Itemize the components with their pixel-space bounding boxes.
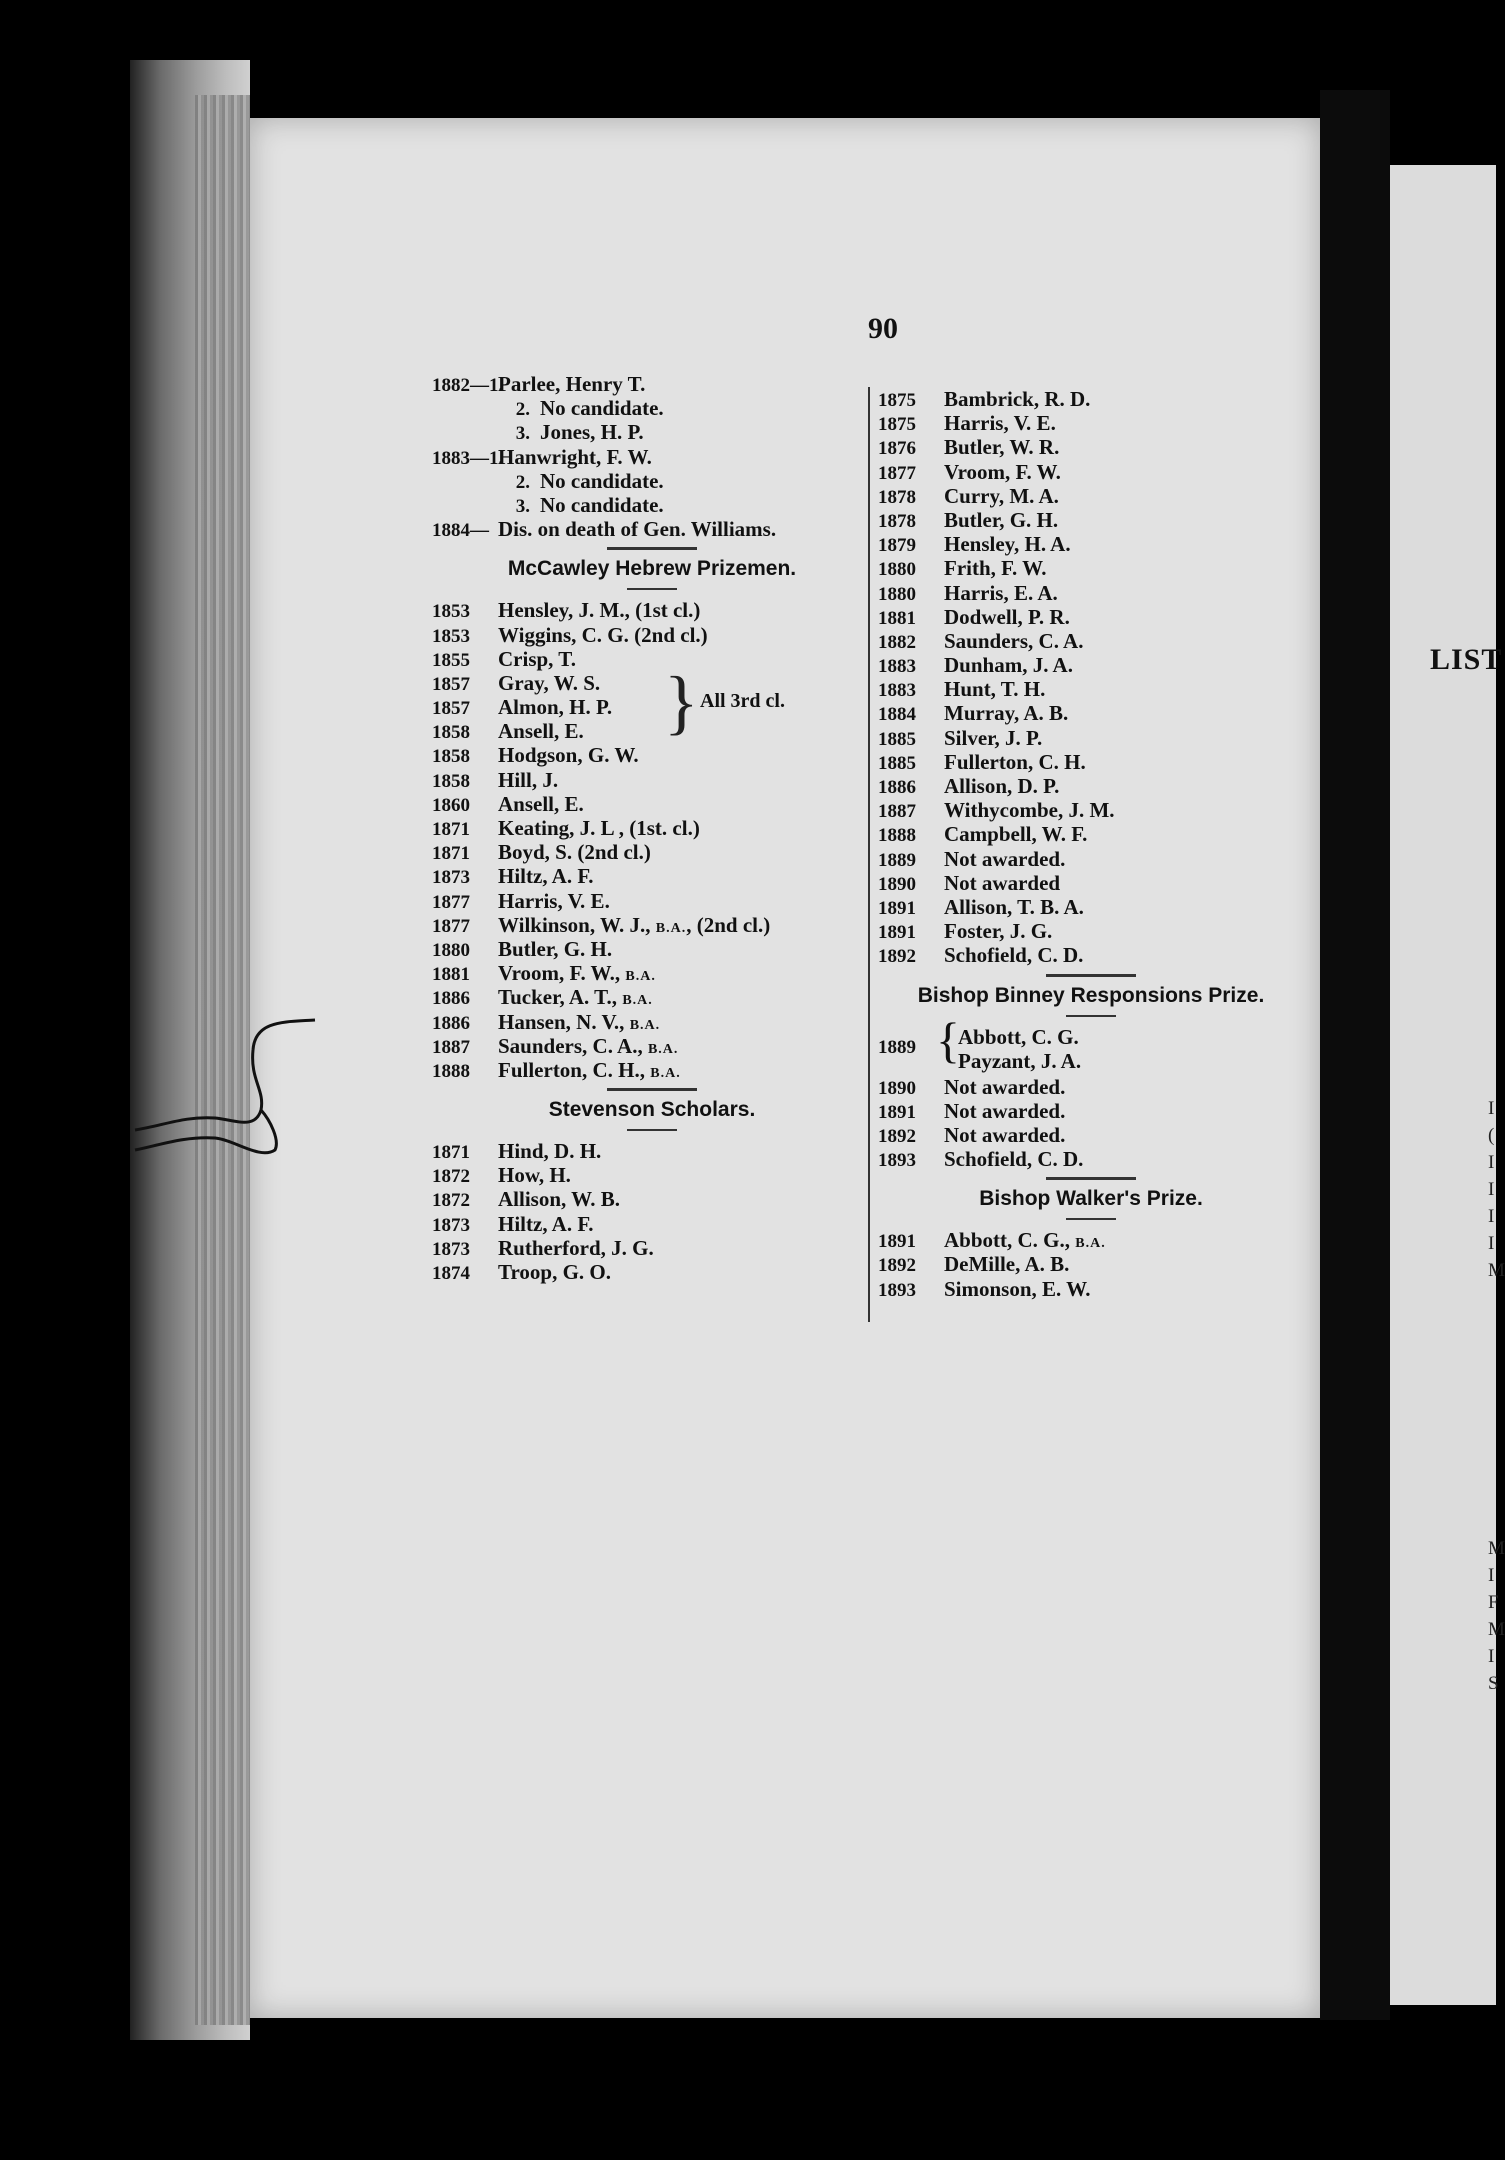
name: Jones, H. P. [540,420,644,445]
year: 3. [515,423,530,445]
year: 1878 [878,510,916,532]
name: Saunders, C. A., [498,1033,648,1058]
year: 1876 [878,438,916,460]
list-entry [432,889,872,913]
year: 1877 [432,915,470,937]
degree-suffix: B.A. [647,1041,679,1057]
year: 1890 [878,1077,916,1099]
list-entry [878,726,1316,750]
year: 1883 [878,680,916,702]
list-entry [878,556,1316,580]
year: 1886 [432,988,470,1010]
section-rule [1066,1015,1116,1017]
list-entry [878,581,1316,605]
name: Crisp, T. [498,646,576,671]
binney-1889-names [958,1025,1081,1073]
prize-list-top [432,372,872,541]
name: Fullerton, C. H. [944,749,1086,774]
year: 1892 [878,1255,916,1277]
year: 1885 [878,752,916,774]
left-column [432,372,872,1284]
year: 1878 [878,486,916,508]
year: 1879 [878,535,916,557]
name: Hiltz, A. F. [498,1211,594,1236]
year: 2. [515,399,530,421]
name: Almon, H. P. [498,695,613,720]
year: 1881 [432,964,470,986]
year: 1853 [432,625,470,647]
name: Keating, J. L , (1st. cl.) [498,816,700,840]
name: Not awarded. [944,1074,1066,1099]
name: Curry, M. A. [944,483,1059,508]
section-rule [1066,1218,1116,1220]
name: Hind, D. H. [498,1139,602,1164]
list-entry [878,508,1316,532]
year: 1887 [432,1036,470,1058]
year: 3. [515,495,530,517]
year: 1857 [432,673,470,695]
year: 1883—1. [432,447,504,469]
list-entry [878,653,1316,677]
list-entry [878,822,1316,846]
degree-suffix: B.A. [650,1065,681,1081]
walker-list [866,1228,1316,1301]
list-entry [878,1147,1316,1171]
year: 1893 [878,1279,916,1301]
name: Schofield, C. D. [944,1147,1084,1172]
list-entry [432,598,872,622]
list-entry [878,1099,1316,1123]
year: 1860 [432,794,470,816]
name: Harris, V. E. [944,411,1056,436]
fragment-letter: M [1488,1260,1505,1281]
list-entry [878,895,1316,919]
list-entry [432,913,872,937]
list-entry [432,937,872,961]
list-entry [878,532,1316,556]
name: Hensley, J. M., (1st cl.) [498,598,701,623]
year: 1881 [878,607,916,629]
facing-page [1390,165,1505,2005]
year: 1893 [878,1150,916,1172]
year: 1877 [432,891,470,913]
year: 1858 [432,770,470,792]
list-entry [878,847,1316,871]
list-entry [432,647,872,671]
list-entry [432,985,872,1009]
name: Not awarded. [944,846,1066,871]
page-number: 90 [868,312,898,345]
list-entry [432,372,872,396]
name: Vroom, F. W., [498,961,626,986]
name: Parlee, Henry T. [498,372,646,396]
fragment-letter: M [1488,1538,1505,1559]
fragment-letter: S [1488,1673,1499,1694]
list-entry [878,1075,1316,1099]
degree-suffix: B.A. [629,1017,661,1033]
list-entry [878,1277,1316,1301]
list-entry [432,864,872,888]
section-rule [627,1129,677,1131]
name: Dis. on death of Gen. Williams. [498,517,777,542]
facing-page-fragment-mid [1488,1095,1505,1284]
list-entry [878,919,1316,943]
walker-heading: Bishop Walker's Prize. [979,1187,1203,1211]
name: Butler, G. H. [498,936,613,961]
fragment-letter: I [1488,1206,1495,1227]
year: 1886 [432,1012,470,1034]
name: Boyd, S. (2nd cl.) [498,840,651,865]
name: Frith, F. W. [944,556,1047,581]
name: Campbell, W. F. [944,822,1088,847]
name: Gray, W. S. [498,670,601,695]
stevenson-list [432,1139,872,1284]
name: Bambrick, R. D. [944,387,1091,411]
brace-note: All 3rd cl. [700,690,785,713]
year: 1890 [878,873,916,895]
binney-heading: Bishop Binney Responsions Prize. [917,983,1265,1007]
year: 1884 [878,704,916,726]
binney-list [866,1075,1316,1172]
list-entry [432,1058,872,1082]
year: 1857 [432,698,470,720]
list-entry [432,1139,872,1163]
year: 1889 [878,1036,916,1058]
list-entry [432,396,872,420]
name: Hodgson, G. W. [498,743,639,768]
list-entry [432,695,872,719]
list-entry [432,840,872,864]
name: Allison, D. P. [944,774,1060,798]
year: 1880 [878,559,916,581]
year: 1887 [878,801,916,823]
list-entry [432,816,872,840]
year: 1892 [878,946,916,968]
year: 1874 [432,1263,470,1284]
year: 1891 [878,1231,916,1253]
name: Dunham, J. A. [944,653,1073,678]
stevenson-list-continued [866,387,1316,968]
fragment-letter: I [1488,1152,1495,1173]
list-entry [878,460,1316,484]
name: Hunt, T. H. [944,677,1046,702]
name: Harris, E. A. [944,580,1058,605]
list-entry [432,961,872,985]
list-entry [878,387,1316,411]
year: 1889 [878,849,916,871]
year: 1872 [432,1166,470,1188]
name: Simonson, E. W. [944,1276,1091,1301]
year: 1888 [432,1060,470,1082]
list-entry [432,1034,872,1058]
list-entry [432,445,872,469]
name: Ansell, E. [498,719,584,744]
mccawley-heading: McCawley Hebrew Prizemen. [507,557,797,581]
name: Ansell, E. [498,791,584,816]
name: Abbott, C. G. [958,1024,1079,1049]
ink-scribble-mark [135,1010,315,1190]
name: Butler, W. R. [944,435,1060,460]
name: Fullerton, C. H., [498,1057,651,1082]
list-entry [432,1187,872,1211]
fragment-letter: I [1488,1098,1495,1119]
year: 1873 [432,867,470,889]
year: 1882—1. [432,375,504,396]
fragment-letter: I [1488,1233,1495,1254]
list-entry [432,768,872,792]
name: Hanwright, F. W. [498,444,652,469]
year: 1891 [878,897,916,919]
list-entry [432,420,872,444]
year: 1886 [878,777,916,798]
list-entry [432,792,872,816]
year: 1892 [878,1125,916,1147]
name: Wiggins, C. G. (2nd cl.) [498,622,708,647]
section-rule [627,588,677,590]
year: 1858 [432,722,470,744]
list-entry [878,605,1316,629]
year: 1853 [432,601,470,623]
name: Not awarded. [944,1122,1066,1147]
year: 1891 [878,1101,916,1123]
year: 1871 [432,843,470,865]
fragment-letter: F [1488,1592,1499,1613]
facing-page-fragment-low [1488,1535,1505,1697]
stevenson-heading: Stevenson Scholars. [548,1098,756,1122]
year: 1855 [432,649,470,671]
name: Abbott, C. G., [944,1228,1076,1253]
list-entry [878,1123,1316,1147]
name: Schofield, C. D. [944,943,1084,968]
year: 2. [515,471,530,493]
list-entry [878,677,1316,701]
section-rule [607,547,697,550]
list-entry [432,719,872,743]
year: 1884— [432,520,489,542]
list-entry [878,750,1316,774]
section-rule [1046,1177,1136,1180]
name: Butler, G. H. [944,507,1059,532]
year: 1858 [432,746,470,768]
brace-mark: { [936,1011,960,1068]
name: Hiltz, A. F. [498,864,594,889]
list-entry [432,623,872,647]
fragment-letter: ( [1488,1125,1495,1146]
name: Saunders, C. A. [944,628,1084,653]
year: 1888 [878,825,916,847]
section-rule [607,1088,697,1091]
name-note: , (2nd cl.) [686,912,771,937]
name: Harris, V. E. [498,888,610,913]
list-entry [878,629,1316,653]
list-entry [432,1163,872,1187]
year: 1871 [432,819,470,840]
year: 1883 [878,656,916,678]
year: 1880 [878,583,916,605]
section-rule [1046,974,1136,977]
list-entry [878,701,1316,725]
degree-suffix: B.A. [655,920,687,936]
year: 1877 [878,462,916,484]
year: 1875 [878,414,916,436]
list-entry [878,943,1316,967]
name: Murray, A. B. [944,701,1069,726]
name: Vroom, F. W. [944,459,1061,484]
name: Foster, J. G. [944,919,1053,944]
name: Silver, J. P. [944,725,1043,750]
name: Hansen, N. V., [498,1009,630,1034]
year: 1885 [878,728,916,750]
right-column [866,387,1316,1301]
list-entry [432,1010,872,1034]
name: No candidate. [540,396,664,421]
list-entry [432,493,872,517]
name: Tucker, A. T., [498,985,623,1010]
list-entry [432,1212,872,1236]
list-entry [432,671,872,695]
name: DeMille, A. B. [944,1252,1070,1277]
name: Withycombe, J. M. [944,798,1115,823]
name: Hill, J. [498,767,559,792]
list-entry [432,743,872,767]
name: No candidate. [540,492,664,517]
year: 1872 [432,1190,470,1212]
name: Allison, T. B. A. [944,894,1084,919]
fragment-letter: I [1488,1646,1495,1667]
list-entry [432,1236,872,1260]
list-entry [878,1252,1316,1276]
degree-suffix: B.A. [1075,1236,1106,1252]
year: 1882 [878,631,916,653]
name: Payzant, J. A. [958,1048,1082,1073]
year: 1875 [878,390,916,411]
fragment-letter: I [1488,1565,1495,1586]
binney-1889-entry [866,1011,1316,1075]
mccawley-list [432,598,872,1082]
list-entry [878,435,1316,459]
year: 1873 [432,1214,470,1236]
name: Not awarded [944,870,1061,895]
degree-suffix: B.A. [625,969,656,985]
list-entry [432,517,872,541]
name: Troop, G. O. [498,1260,611,1284]
name: Allison, W. B. [498,1187,620,1212]
year: 1880 [432,939,470,961]
facing-page-title: LIST [1430,643,1503,676]
list-entry [432,1260,872,1284]
list-entry [878,1228,1316,1252]
year: 1871 [432,1142,470,1164]
year: 1891 [878,922,916,944]
name: How, H. [498,1163,571,1188]
fragment-letter: I [1488,1179,1495,1200]
name: Not awarded. [944,1098,1066,1123]
year: 1873 [432,1238,470,1260]
list-entry [878,484,1316,508]
list-entry [878,798,1316,822]
name: Wilkinson, W. J., [498,912,656,937]
name: Rutherford, J. G. [498,1235,654,1260]
list-entry [878,871,1316,895]
brace-mark: } [664,662,699,743]
list-entry [878,411,1316,435]
name: No candidate. [540,468,664,493]
gutter-shadow [1320,90,1390,2020]
name: Hensley, H. A. [944,532,1071,557]
name: Dodwell, P. R. [944,604,1070,629]
degree-suffix: B.A. [622,993,653,1009]
fragment-letter: M [1488,1619,1505,1640]
list-entry [878,774,1316,798]
list-entry [432,469,872,493]
